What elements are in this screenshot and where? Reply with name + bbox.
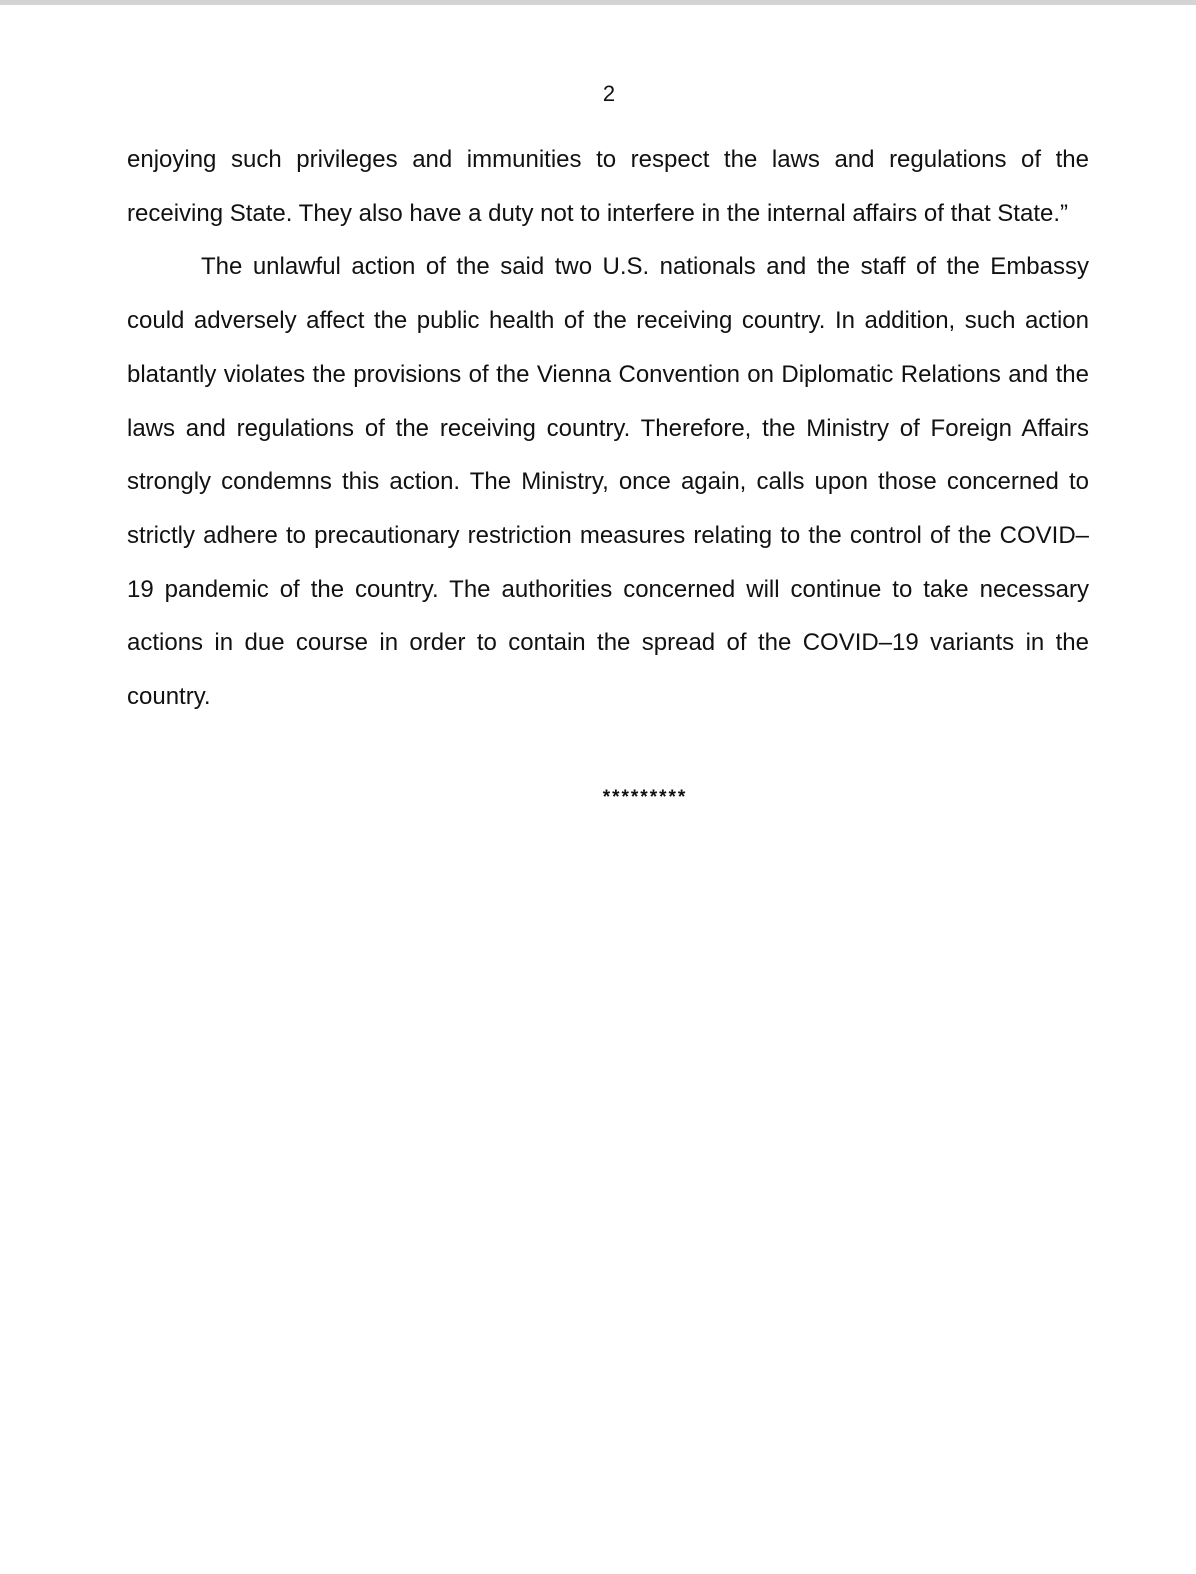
top-border	[0, 0, 1196, 5]
paragraph-continued: enjoying such privileges and immunities to respect the laws and regulations of the receiving State. They also have a duty not to interfere in the internal affairs of that State.”	[127, 146, 1089, 227]
end-separator: *********	[602, 787, 688, 808]
document-body	[127, 133, 1089, 724]
paragraph-main: The unlawful action of the said two U.S. nationals and the staff of the Embassy could adversely affect the public health of the receiving country. In addition, such action blatantly violates the provisions of the Vienna Convention on Diplomatic Relations and the laws and regulations of the receiving country. Therefore, the Ministry of Foreign Affairs strongly condemns this action. The Ministry, once again, calls upon those concerned to strictly adhere to precautionary restriction measures relating to the control of the COVID–19 pandemic of the country. The authorities concerned will continue to take necessary actions in due course in order to contain the spread of the COVID–19 variants in the country.	[127, 253, 1089, 711]
page-number: 2	[602, 81, 616, 106]
